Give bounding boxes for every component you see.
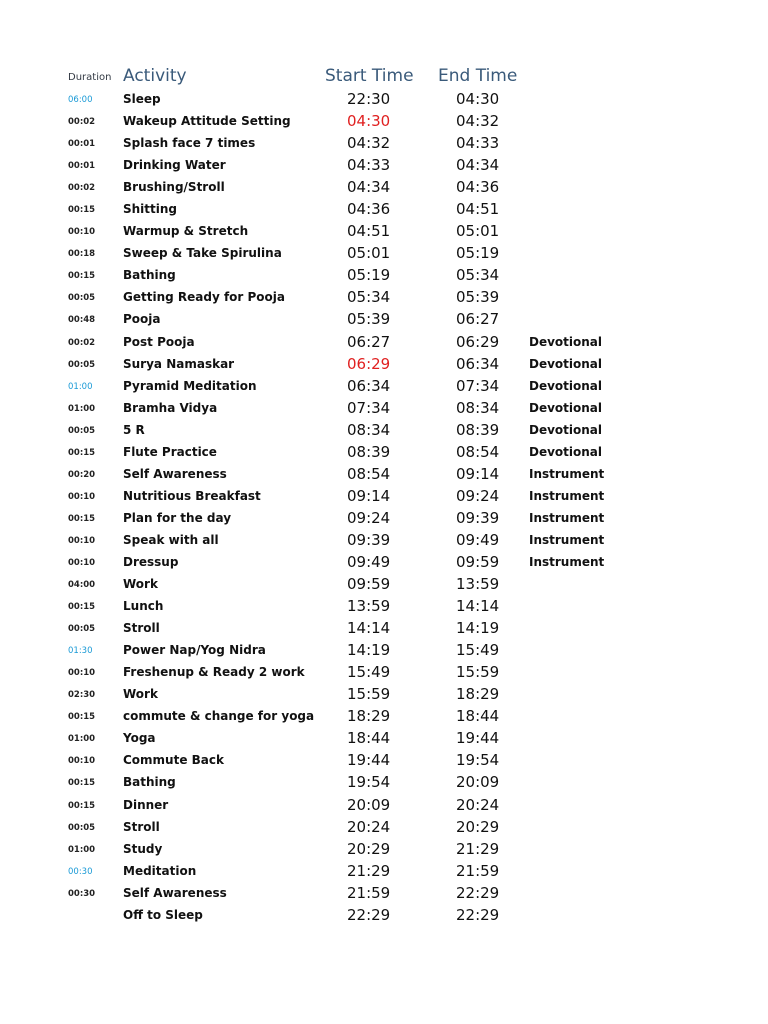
end-time-cell: 08:39 [456,420,500,439]
end-time-cell: 14:19 [456,619,500,638]
category-cell: Devotional [529,400,603,415]
category-cell: Devotional [529,422,603,437]
activity-cell: Nutritious Breakfast [123,488,261,503]
schedule-row [0,705,768,727]
start-time-cell: 19:44 [347,751,391,770]
start-time-cell: 05:19 [347,266,391,285]
duration-cell: 00:15 [68,513,96,524]
end-time-cell: 04:32 [456,112,500,131]
end-time-cell: 15:49 [456,641,500,660]
start-time-cell: 15:59 [347,685,391,704]
start-time-cell: 08:54 [347,464,391,483]
end-time-cell: 04:51 [456,200,500,219]
header-start-time: Start Time [325,66,414,86]
activity-cell: Drinking Water [123,158,226,173]
schedule-row [0,154,768,176]
schedule-row [0,397,768,419]
duration-cell: 00:15 [68,271,96,282]
end-time-cell: 13:59 [456,575,500,594]
schedule-row [0,727,768,749]
schedule-row [0,639,768,661]
end-time-cell: 21:59 [456,861,500,880]
activity-cell: Bathing [123,268,176,283]
start-time-cell: 05:39 [347,310,391,329]
duration-cell: 00:15 [68,205,96,216]
activity-cell: Study [123,841,163,856]
activity-cell: Getting Ready for Pooja [123,290,286,305]
end-time-cell: 20:29 [456,817,500,836]
end-time-cell: 22:29 [456,883,500,902]
schedule-row [0,551,768,573]
activity-cell: Brushing/Stroll [123,180,225,195]
schedule-row [0,242,768,264]
header-activity: Activity [123,66,187,86]
activity-cell: Flute Practice [123,444,217,459]
duration-cell: 00:30 [68,888,96,899]
schedule-row [0,683,768,705]
start-time-cell: 19:54 [347,773,391,792]
activity-cell: Meditation [123,863,197,878]
duration-cell: 00:05 [68,425,96,436]
end-time-cell: 09:14 [456,464,500,483]
schedule-row [0,375,768,397]
schedule-row [0,794,768,816]
start-time-cell: 15:49 [347,663,391,682]
activity-cell: commute & change for yoga [123,709,315,724]
duration-cell: 00:10 [68,557,96,568]
duration-cell: 00:02 [68,183,96,194]
schedule-row [0,419,768,441]
end-time-cell: 19:54 [456,751,500,770]
schedule-row [0,860,768,882]
duration-cell: 00:18 [68,249,96,260]
activity-cell: Bathing [123,775,176,790]
end-time-cell: 04:33 [456,134,500,153]
activity-cell: Stroll [123,819,160,834]
activity-cell: Self Awareness [123,885,227,900]
duration-cell: 00:01 [68,139,96,150]
category-cell: Instrument [529,466,605,481]
category-cell: Devotional [529,378,603,393]
end-time-cell: 06:29 [456,332,500,351]
start-time-cell: 09:39 [347,530,391,549]
activity-cell: Off to Sleep [123,907,203,922]
header-end-time: End Time [438,66,518,86]
end-time-cell: 05:01 [456,222,500,241]
duration-cell: 00:05 [68,293,96,304]
end-time-cell: 18:44 [456,707,500,726]
duration-cell: 00:02 [68,117,96,128]
end-time-cell: 06:27 [456,310,500,329]
start-time-cell: 14:14 [347,619,391,638]
activity-cell: Sleep [123,92,161,106]
schedule-row [0,463,768,485]
start-time-cell: 20:09 [347,795,391,814]
schedule-row [0,286,768,308]
duration-cell: 00:10 [68,535,96,546]
schedule-row [0,617,768,639]
schedule-row [0,132,768,154]
category-cell: Devotional [529,334,603,349]
end-time-cell: 19:44 [456,729,500,748]
activity-cell: Bramha Vidya [123,400,218,415]
category-cell: Instrument [529,554,605,569]
category-cell: Devotional [529,356,603,371]
end-time-cell: 18:29 [456,685,500,704]
duration-cell: 00:20 [68,469,96,480]
activity-cell: Splash face 7 times [123,136,256,151]
end-time-cell: 09:24 [456,486,500,505]
start-time-cell: 05:01 [347,244,391,263]
schedule-row [0,749,768,771]
activity-cell: Commute Back [123,753,224,768]
start-time-cell: 06:34 [347,376,391,395]
duration-cell: 00:48 [68,315,96,326]
duration-cell: 00:05 [68,624,96,635]
start-time-cell: 09:49 [347,552,391,571]
schedule-row [0,595,768,617]
activity-cell: Yoga [123,731,156,746]
schedule-row [0,816,768,838]
category-cell: Instrument [529,532,605,547]
duration-cell: 00:10 [68,668,96,679]
schedule-row [0,110,768,132]
end-time-cell: 09:39 [456,508,500,527]
duration-cell: 00:01 [68,161,96,172]
start-time-cell: 06:29 [347,354,391,373]
start-time-cell: 06:27 [347,332,391,351]
duration-cell: 00:30 [68,866,93,877]
activity-cell: Dinner [123,797,169,812]
end-time-cell: 09:49 [456,530,500,549]
activity-cell: Power Nap/Yog Nidra [123,643,266,658]
duration-cell: 00:15 [68,602,96,613]
activity-cell: Stroll [123,621,160,636]
start-time-cell: 04:36 [347,200,391,219]
schedule-row [0,661,768,683]
activity-cell: Speak with all [123,532,219,547]
schedule-row [0,573,768,595]
end-time-cell: 20:24 [456,795,500,814]
schedule-row [0,441,768,463]
end-time-cell: 04:36 [456,178,500,197]
activity-cell: Dressup [123,554,179,569]
duration-cell: 06:00 [68,95,93,105]
activity-cell: Sweep & Take Spirulina [123,246,282,261]
duration-cell: 01:00 [68,381,93,392]
activity-cell: Surya Namaskar [123,356,235,371]
activity-cell: Shitting [123,202,178,217]
start-time-cell: 04:51 [347,222,391,241]
category-cell: Instrument [529,510,605,525]
start-time-cell: 22:29 [347,905,391,924]
start-time-cell: 13:59 [347,597,391,616]
end-time-cell: 06:34 [456,354,500,373]
start-time-cell: 08:39 [347,442,391,461]
activity-cell: Freshenup & Ready 2 work [123,665,305,680]
start-time-cell: 21:29 [347,861,391,880]
activity-cell: Plan for the day [123,510,232,525]
duration-cell: 01:00 [68,403,96,414]
start-time-cell: 05:34 [347,288,391,307]
end-time-cell: 20:09 [456,773,500,792]
duration-cell: 04:00 [68,580,96,591]
duration-cell: 00:15 [68,447,96,458]
schedule-row [0,176,768,198]
activity-cell: Wakeup Attitude Setting [123,114,291,129]
start-time-cell: 14:19 [347,641,391,660]
start-time-cell: 18:29 [347,707,391,726]
start-time-cell: 09:24 [347,508,391,527]
duration-cell: 00:05 [68,359,96,370]
schedule-row [0,88,768,110]
duration-cell: 00:02 [68,337,96,348]
duration-cell: 02:30 [68,690,96,701]
activity-cell: 5 R [123,422,145,437]
duration-cell: 00:10 [68,491,96,502]
start-time-cell: 20:24 [347,817,391,836]
schedule-rows [0,88,768,926]
schedule-row [0,198,768,220]
duration-cell: 00:10 [68,227,96,238]
activity-cell: Warmup & Stretch [123,224,249,239]
start-time-cell: 04:33 [347,156,391,175]
start-time-cell: 22:30 [347,90,391,108]
schedule-row [0,308,768,330]
start-time-cell: 20:29 [347,839,391,858]
schedule-row [0,264,768,286]
end-time-cell: 08:54 [456,442,500,461]
end-time-cell: 05:19 [456,244,500,263]
activity-cell: Post Pooja [123,334,195,349]
start-time-cell: 04:30 [347,112,391,131]
start-time-cell: 04:34 [347,178,391,197]
category-cell: Instrument [529,488,605,503]
schedule-row [0,331,768,353]
start-time-cell: 08:34 [347,420,391,439]
schedule-row [0,353,768,375]
duration-cell: 01:30 [68,646,93,657]
end-time-cell: 22:29 [456,905,500,924]
activity-cell: Pooja [123,312,161,327]
start-time-cell: 07:34 [347,398,391,417]
start-time-cell: 04:32 [347,134,391,153]
activity-cell: Self Awareness [123,466,227,481]
end-time-cell: 05:34 [456,266,500,285]
schedule-row [0,882,768,904]
schedule-row [0,529,768,551]
activity-cell: Work [123,577,158,592]
end-time-cell: 07:34 [456,376,500,395]
schedule-row [0,507,768,529]
end-time-cell: 14:14 [456,597,500,616]
start-time-cell: 18:44 [347,729,391,748]
schedule-row [0,220,768,242]
end-time-cell: 05:39 [456,288,500,307]
activity-cell: Work [123,687,158,702]
duration-cell: 01:00 [68,734,96,745]
start-time-cell: 09:59 [347,575,391,594]
schedule-row [0,904,768,926]
end-time-cell: 15:59 [456,663,500,682]
schedule-row [0,838,768,860]
duration-cell: 00:15 [68,778,96,789]
start-time-cell: 09:14 [347,486,391,505]
header-duration: Duration [68,72,112,83]
end-time-cell: 09:59 [456,552,500,571]
category-cell: Devotional [529,444,603,459]
end-time-cell: 04:34 [456,156,500,175]
end-time-cell: 04:30 [456,90,500,108]
duration-cell: 01:00 [68,844,96,855]
duration-cell: 00:05 [68,822,96,833]
end-time-cell: 21:29 [456,839,500,858]
activity-cell: Pyramid Meditation [123,378,257,393]
end-time-cell: 08:34 [456,398,500,417]
schedule-row [0,485,768,507]
duration-cell: 00:15 [68,800,96,811]
duration-cell: 00:10 [68,756,96,767]
duration-cell: 00:15 [68,712,96,723]
activity-cell: Lunch [123,599,164,614]
start-time-cell: 21:59 [347,883,391,902]
schedule-row [0,771,768,793]
